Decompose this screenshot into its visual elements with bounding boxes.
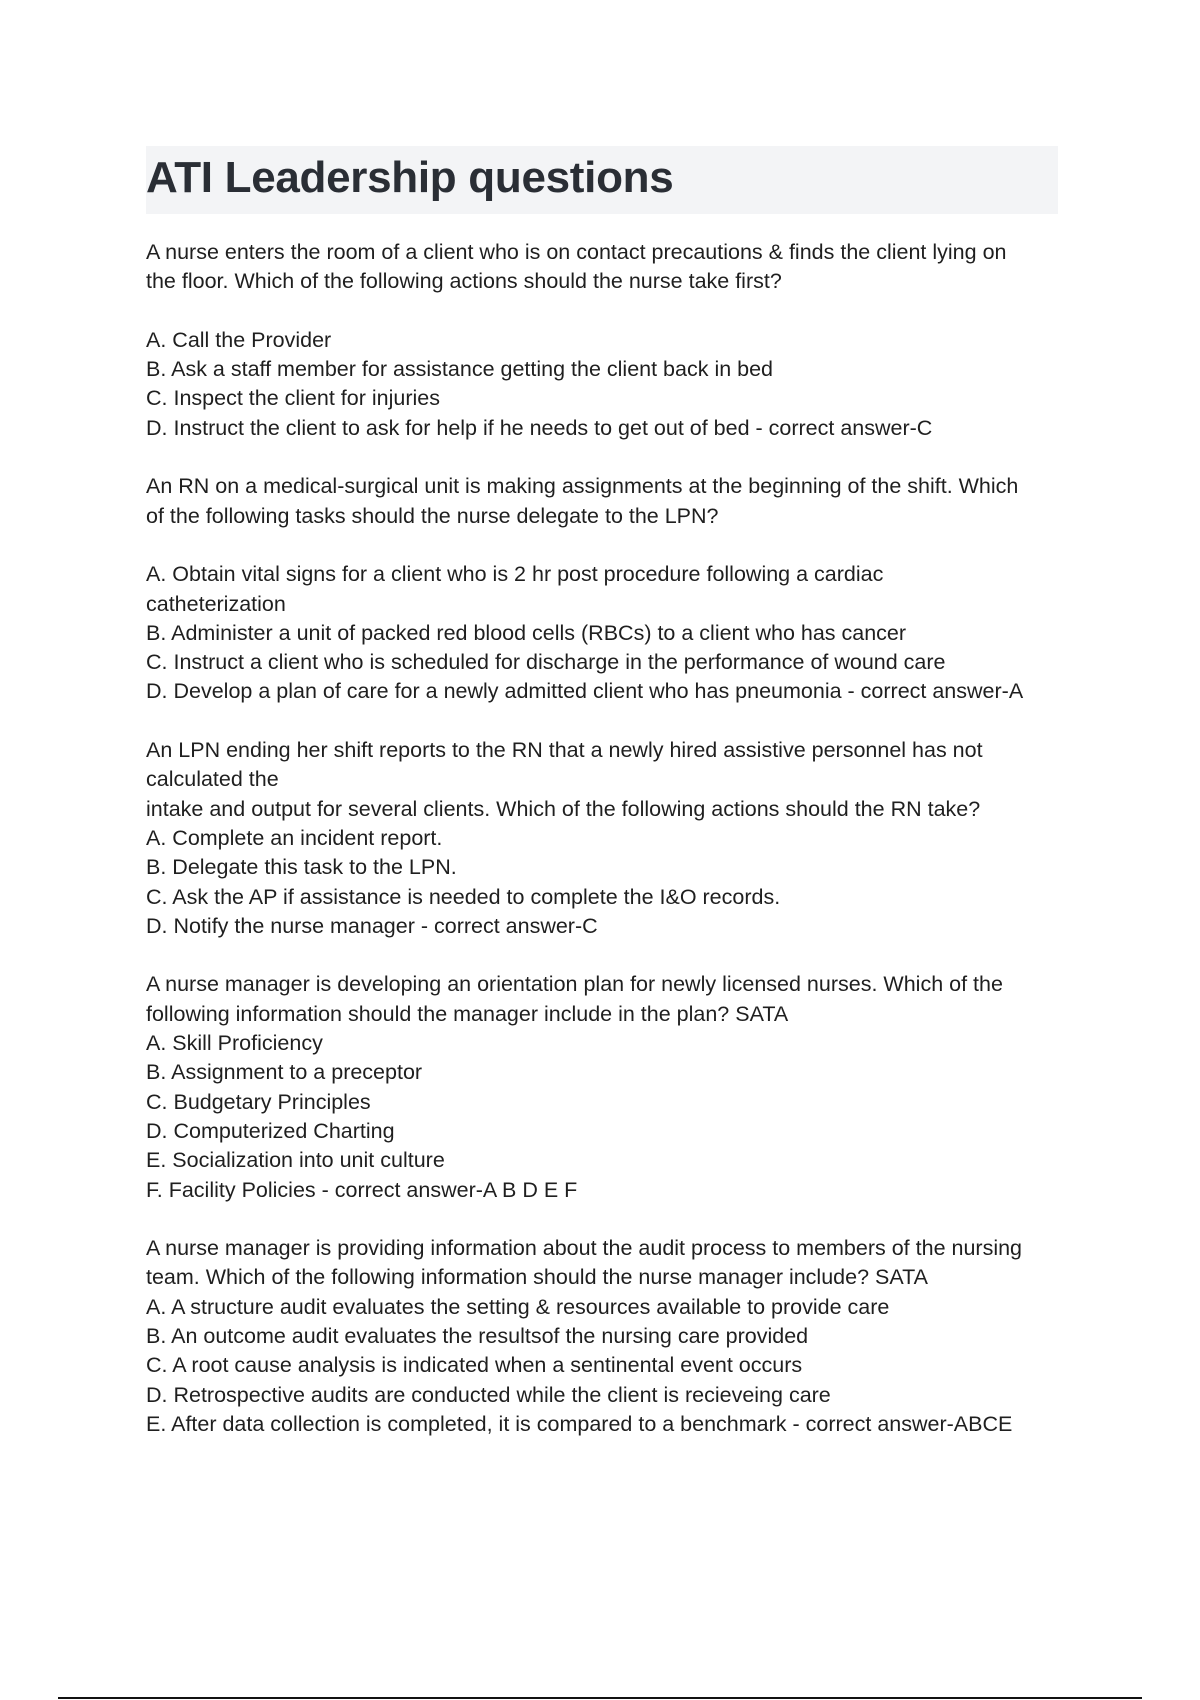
spacer <box>146 531 1066 560</box>
answer-option: D. Computerized Charting <box>146 1118 395 1143</box>
question-stem-line: following information should the manager include in the plan? SATA <box>146 1001 789 1026</box>
answer-option: A. Obtain vital signs for a client who is 2 hr post procedure following a cardiac <box>146 562 884 587</box>
answer-option: B. Assignment to a preceptor <box>146 1060 423 1085</box>
answer-option: D. Instruct the client to ask for help if he needs to get out of bed - correct answer-C <box>146 415 933 440</box>
question-stem-line: A nurse enters the room of a client who is on contact precautions & finds the client lying on <box>146 240 1007 264</box>
question-stem-line: A nurse manager is developing an orientation plan for newly licensed nurses. Which of the <box>146 972 1003 997</box>
answer-option: C. Inspect the client for injuries <box>146 386 440 411</box>
answer-option: D. Retrospective audits are conducted while the client is recieveing care <box>146 1382 831 1407</box>
answer-option: A. Skill Proficiency <box>146 1031 323 1056</box>
answer-option: B. Delegate this task to the LPN. <box>146 855 457 880</box>
question-block <box>146 736 1066 941</box>
question-block <box>146 1234 1066 1439</box>
answer-option: B. Ask a staff member for assistance getting the client back in bed <box>146 357 774 382</box>
question-stem-line: An RN on a medical-surgical unit is making assignments at the beginning of the shift. Which <box>146 474 1019 499</box>
answer-option: B. An outcome audit evaluates the resultsof the nursing care provided <box>146 1323 809 1348</box>
answer-option: F. Facility Policies - correct answer-A B D E F <box>146 1177 578 1202</box>
answer-option: D. Notify the nurse manager - correct answer-C <box>146 913 598 938</box>
answer-option: C. Instruct a client who is scheduled for discharge in the performance of wound care <box>146 650 946 675</box>
title-banner <box>146 146 1058 214</box>
answer-option: A. A structure audit evaluates the setting & resources available to provide care <box>146 1294 890 1319</box>
answer-option: D. Develop a plan of care for a newly admitted client who has pneumonia - correct answer-A <box>146 679 1024 704</box>
question-stem-line: A nurse manager is providing information about the audit process to members of the nursing <box>146 1236 1023 1261</box>
footer-divider <box>58 1697 1142 1699</box>
page-title: ATI Leadership questions <box>146 153 674 202</box>
answer-option: B. Administer a unit of packed red blood cells (RBCs) to a client who has cancer <box>146 620 907 645</box>
question-stem-line: calculated the <box>146 767 279 792</box>
question-list <box>146 238 1066 1468</box>
spacer <box>146 297 1066 326</box>
question-stem-line: intake and output for several clients. Which of the following actions should the RN take? <box>146 796 981 821</box>
answer-option: E. Socialization into unit culture <box>146 1148 445 1173</box>
answer-option: catheterization <box>146 591 286 616</box>
question-stem-line: the floor. Which of the following actions should the nurse take first? <box>146 269 782 294</box>
answer-option: A. Complete an incident report. <box>146 825 443 850</box>
question-block <box>146 238 1066 443</box>
question-stem-line: team. Which of the following information should the nurse manager include? SATA <box>146 1265 928 1290</box>
question-stem-line: of the following tasks should the nurse delegate to the LPN? <box>146 503 719 528</box>
answer-option: E. After data collection is completed, it is compared to a benchmark - correct answer-ABCE <box>146 1411 1013 1436</box>
answer-option: C. Budgetary Principles <box>146 1089 371 1114</box>
answer-option: C. Ask the AP if assistance is needed to complete the I&O records. <box>146 884 781 909</box>
answer-option: C. A root cause analysis is indicated when a sentinental event occurs <box>146 1353 803 1378</box>
question-block <box>146 970 1066 1204</box>
answer-option: A. Call the Provider <box>146 327 332 352</box>
question-block <box>146 472 1066 706</box>
question-stem-line: An LPN ending her shift reports to the RN that a newly hired assistive personnel has not <box>146 738 983 763</box>
